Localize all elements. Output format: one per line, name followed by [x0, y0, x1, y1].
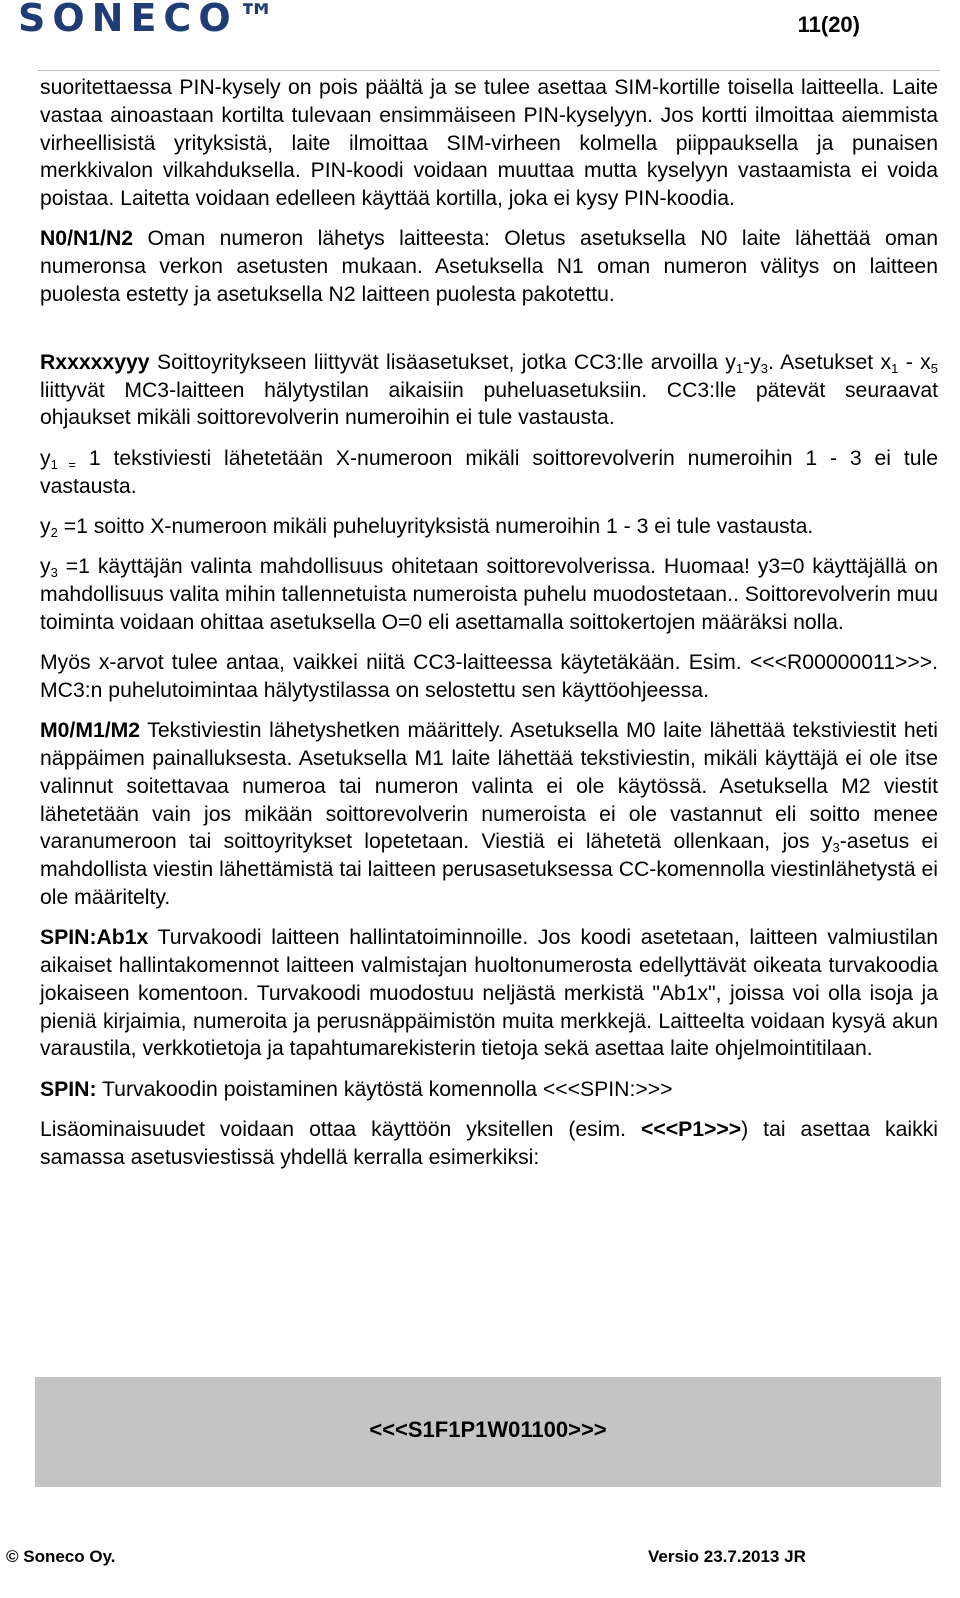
term-r: Rxxxxxyyy [40, 350, 150, 374]
paragraph-y1: $y_{1 =}$ 1 tekstiviesti lähetetään X-numeroon mikäli soittorevolverin numeroihin 1 - 3 ei tule vastausta. [40, 446, 939, 498]
paragraph-y2: $y_2 =1$ soitto X-numeroon mikäli puheluyrityksistä numeroihin 1 - 3 ei tule vastausta. [40, 514, 814, 540]
page-footer [0, 1547, 960, 1577]
paragraph-m-setting: M0/M1/M2 Tekstiviestin lähetyshetken määrittely. Asetuksella M0 laite lähettää tekstiviestit heti näppäimen painalluksesta. Asetuksella M1 laite lähettää tekstiviestin, mikäli käyttäjä ei ole itse valinnut soitettavaa numeroa tai numeron valinta ei ole käytössä. Asetuksella M2 viestit lähetetään vain jos mikään soittorevolverin numeroista ei ole vastannut eli soitto menee varanumeroon tai soittoyritykset lopetetaan. Viestiä ei lähetetä ollenkaan, jos $y_3$-asetus ei mahdollista viestin lähettämistä tai laitteen perusasetuksessa CC-komennolla viestinlähetystä ei ole määritelty. [40, 719, 938, 909]
term-n: N0/N1/N2 [40, 227, 134, 251]
footer-copyright: © Soneco Oy. [6, 1547, 116, 1566]
page-header [0, 0, 960, 74]
paragraph-spin-remove: SPIN: Turvakoodin poistaminen käytöstä komennolla <<<SPIN:>>> [40, 1077, 673, 1101]
term-m: M0/M1/M2 [40, 719, 141, 743]
document-body [40, 74, 938, 1184]
paragraph-extra-features: Lisäominaisuudet voidaan ottaa käyttöön yksitellen (esim. <<<P1>>>) tai asettaa kaikki samassa asetusviestissä yhdellä kerralla esimerkiksi: [40, 1118, 938, 1169]
footer-version: Versio 23.7.2013 JR [648, 1547, 806, 1566]
paragraph-x-values: Myös x-arvot tulee antaa, vaikkei niitä CC3-laitteessa käytetäkään. Esim. <<<R00000011>>>. MC3:n puhelutoimintaa hälytystilassa on selostettu sen käyttöohjeessa. [40, 651, 938, 702]
paragraph-pin: suoritettaessa PIN-kysely on pois päältä ja se tulee asettaa SIM-kortille toisella laitteella. Laite vastaa ainoastaan kortilta tulevaan ensimmäiseen PIN-kyselyyn. Jos kortti ilmoittaa aiemmista virheellisistä yrityksistä, laite ilmoittaa SIM-virheen kolmella piippauksella ja punaisen merkkivalon vilkahduksella. PIN-koodi voidaan muuttaa mutta kyselyyn vastaamista ei voida poistaa. Laitetta voidaan edelleen käyttää kortilla, joka ei kysy PIN-koodia. [40, 76, 938, 211]
example-command-box [35, 1377, 941, 1487]
term-spin: SPIN:Ab1x [40, 926, 149, 950]
paragraph-n-setting: N0/N1/N2 Oman numeron lähetys laitteesta: Oletus asetuksella N0 laite lähettää oman numeronsa verkon asetusten mukaan. Asetuksella N1 oman numeron välitys on laitteen puolesta estetty ja asetuksella N2 laitteen puolesta pakotettu. [40, 227, 938, 307]
paragraph-r-setting: Rxxxxxyyy Soittoyritykseen liittyvät lisäasetukset, jotka CC3:lle arvoilla $y_1-y_3$. Asetukset $x_1 - x_5$ liittyvät MC3-laitteen hälytystilan aikaisiin puheluasetuksiin. CC3:lle pätevät seuraavat ohjaukset mikäli soittorevolverin numeroihin ei tule vastausta. [40, 350, 938, 430]
example-command: <<<S1F1P1W01100>>> [369, 1417, 607, 1442]
header-divider [38, 70, 940, 71]
term-spin-remove: SPIN: [40, 1077, 97, 1101]
soneco-logo: SONECO™ [18, 0, 283, 40]
page-number: 11(20) [797, 12, 860, 37]
paragraph-y3: $y_3 =1$ käyttäjän valinta mahdollisuus ohitetaan soittorevolverissa. Huomaa! y3=0 käyttäjällä on mahdollisuus valita mihin tallennetuista numeroista puhelu muodostetaan.. Soittorevolverin muu toiminta voidaan ohittaa asetuksella O=0 eli asettamalla soittokertojen määräksi nolla. [40, 555, 938, 634]
paragraph-spin-setting: SPIN:Ab1x Turvakoodi laitteen hallintatoiminnoille. Jos koodi asetetaan, laitteen valmiustilan aikaiset hallintakomennot laitteen valmistajan huoltonumerosta edellyttävät oikeata turvakoodia jokaiseen komentoon. Turvakoodi muodostuu neljästä merkistä "Ab1x", joissa voi olla isoja ja pieniä kirjaimia, numeroita ja perusnäppäimistön muita merkkejä. Laitteelta voidaan kysyä akun varaustila, verkkotietoja ja tapahtumarekisterin tietoja sekä asettaa laite ohjelmointitilaan. [40, 926, 938, 1061]
